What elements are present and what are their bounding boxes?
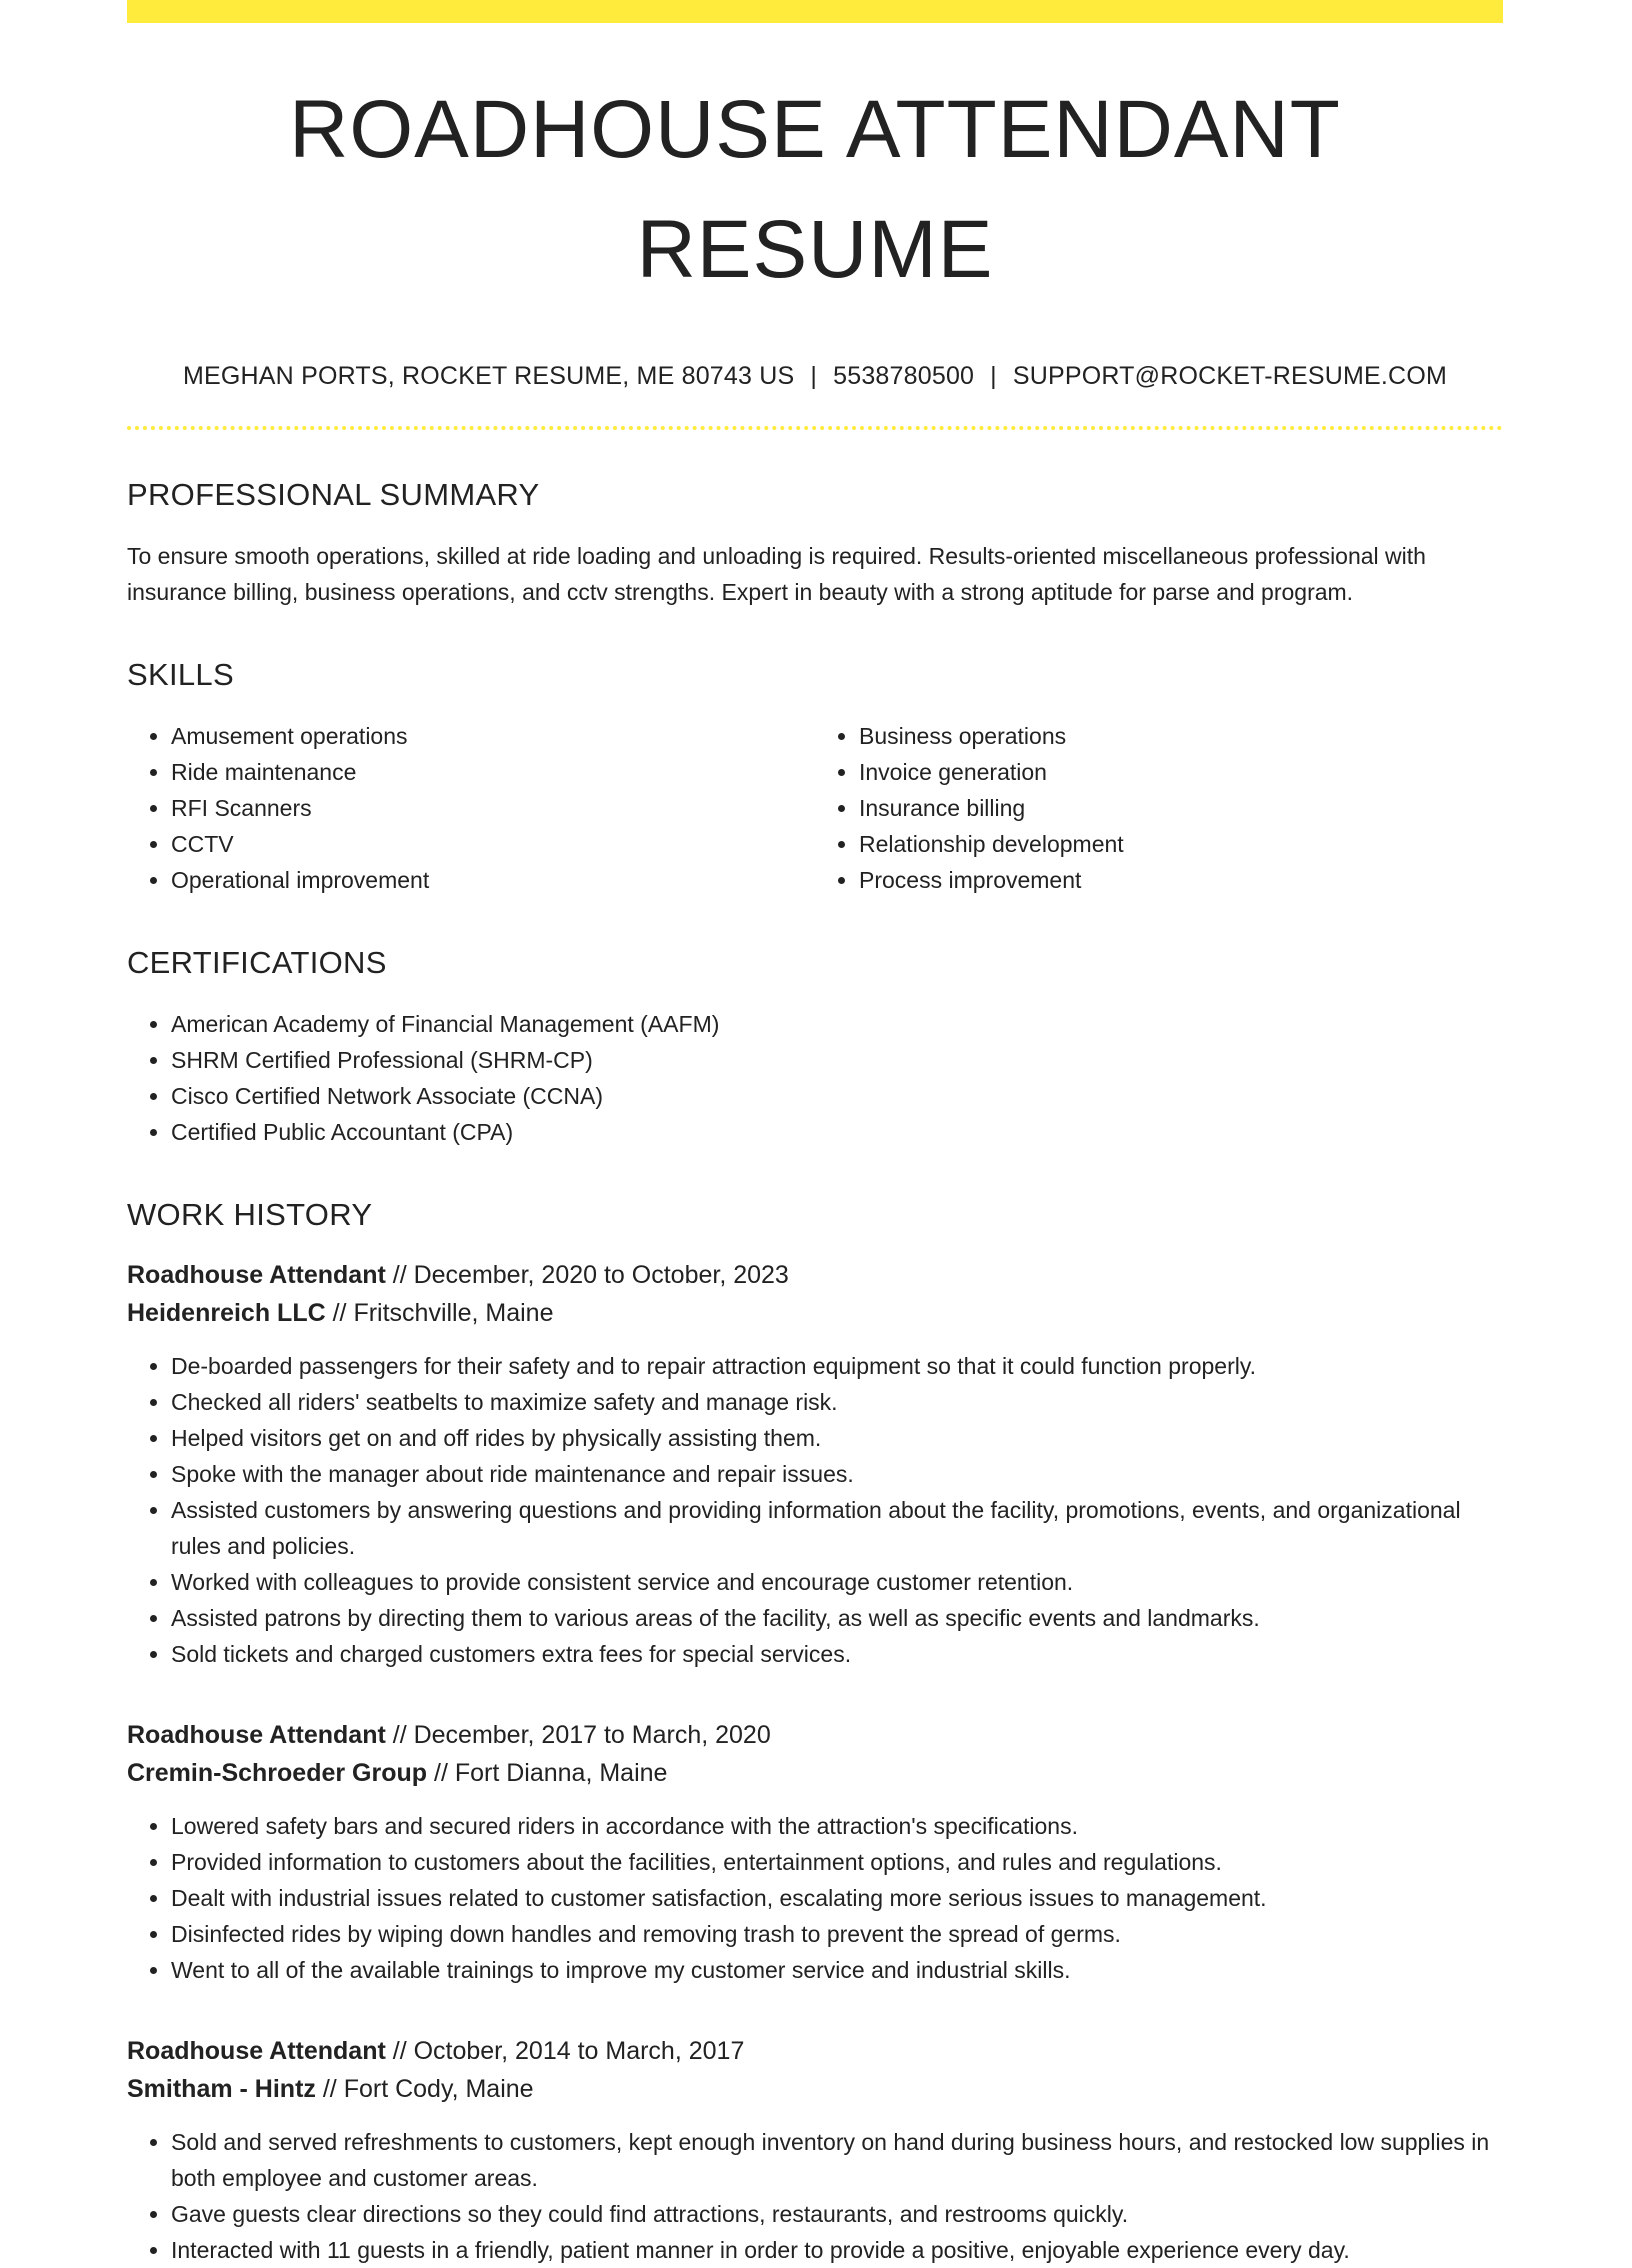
job-title: Roadhouse Attendant <box>127 1721 386 1749</box>
job-duty: • Provided information to customers about the facilities, entertainment options, and rules and regulations. <box>171 1844 1503 1880</box>
skill-item: • Amusement operations <box>171 718 815 754</box>
contact-email: SUPPORT@ROCKET-RESUME.COM <box>1012 362 1447 390</box>
job-duties-list <box>127 1348 1503 1672</box>
job-duties-list <box>127 1808 1503 1988</box>
job-title: Roadhouse Attendant <box>127 2037 386 2065</box>
job-location: // Fort Dianna, Maine <box>427 1759 668 1787</box>
job-company-line <box>127 1754 1503 1792</box>
skill-item: • RFI Scanners <box>171 790 815 826</box>
skill-item: • Insurance billing <box>859 790 1503 826</box>
skills-list-left <box>127 718 815 898</box>
contact-phone: 5538780500 <box>833 362 975 390</box>
skill-item: • Invoice generation <box>859 754 1503 790</box>
job-location: // Fritschville, Maine <box>325 1299 554 1327</box>
skill-item: • Ride maintenance <box>171 754 815 790</box>
job-duty: • Lowered safety bars and secured riders in accordance with the attraction's specifications. <box>171 1808 1503 1844</box>
job-title-line <box>127 1256 1503 1294</box>
job-company-line <box>127 2070 1503 2108</box>
job-company: Heidenreich LLC <box>127 1299 326 1327</box>
resume-content <box>127 70 1503 2268</box>
job-title-line <box>127 2032 1503 2070</box>
job-company: Smitham - Hintz <box>127 2075 316 2103</box>
skill-item: • Relationship development <box>859 826 1503 862</box>
job-duty: • Spoke with the manager about ride maintenance and repair issues. <box>171 1456 1503 1492</box>
job-location: // Fort Cody, Maine <box>315 2075 534 2103</box>
resume-title: ROADHOUSE ATTENDANT RESUME <box>289 84 1341 295</box>
job-duty: • Went to all of the available trainings to improve my customer service and industrial skills. <box>171 1952 1503 1988</box>
dotted-divider <box>127 426 1503 430</box>
job-dates: // October, 2014 to March, 2017 <box>385 2037 745 2065</box>
job-entry <box>127 1256 1503 1672</box>
job-company: Cremin-Schroeder Group <box>127 1759 428 1787</box>
job-dates: // December, 2017 to March, 2020 <box>385 1721 771 1749</box>
summary-text: To ensure smooth operations, skilled at ride loading and unloading is required. Results-oriented miscellaneous professional with insurance billing, business operations, and cctv strengths. Expert in beauty with a strong aptitude for parse and program. <box>127 543 1426 605</box>
job-duty: • Gave guests clear directions so they could find attractions, restaurants, and restrooms quickly. <box>171 2196 1503 2232</box>
job-duty: • Dealt with industrial issues related to customer satisfaction, escalating more serious issues to management. <box>171 1880 1503 1916</box>
job-title-line <box>127 1716 1503 1754</box>
skill-item: • Process improvement <box>859 862 1503 898</box>
certification-item: • Cisco Certified Network Associate (CCNA) <box>171 1078 1503 1114</box>
certifications-list <box>127 1006 1503 1150</box>
job-duty: • Worked with colleagues to provide consistent service and encourage customer retention. <box>171 1564 1503 1600</box>
job-duty: • Helped visitors get on and off rides by physically assisting them. <box>171 1420 1503 1456</box>
job-entry <box>127 1716 1503 1988</box>
job-duty: • Sold tickets and charged customers extra fees for special services. <box>171 1636 1503 1672</box>
certification-item: • SHRM Certified Professional (SHRM-CP) <box>171 1042 1503 1078</box>
skills-list-right <box>815 718 1503 898</box>
job-title: Roadhouse Attendant <box>127 1261 386 1289</box>
job-duty: • Assisted customers by answering questions and providing information about the facility, promotions, events, and organizational rules and policies. <box>171 1492 1503 1564</box>
certifications-heading: CERTIFICATIONS <box>127 945 387 980</box>
skills-columns <box>127 694 1503 898</box>
job-duty: • Interacted with 11 guests in a friendly, patient manner in order to provide a positive, enjoyable experience every day. <box>171 2232 1503 2268</box>
contact-address: MEGHAN PORTS, ROCKET RESUME, ME 80743 US <box>183 362 795 390</box>
skill-item: • Business operations <box>859 718 1503 754</box>
contact-separator: | <box>990 362 997 390</box>
skill-item: • Operational improvement <box>171 862 815 898</box>
contact-line <box>127 360 1503 392</box>
summary-heading: PROFESSIONAL SUMMARY <box>127 477 540 512</box>
skill-item: • CCTV <box>171 826 815 862</box>
contact-separator: | <box>810 362 818 390</box>
job-company-line <box>127 1294 1503 1332</box>
accent-bar <box>127 0 1503 23</box>
certification-item: • Certified Public Accountant (CPA) <box>171 1114 1503 1150</box>
skills-heading: SKILLS <box>127 657 234 692</box>
job-duty: • Disinfected rides by wiping down handles and removing trash to prevent the spread of germs. <box>171 1916 1503 1952</box>
job-entry <box>127 2032 1503 2268</box>
job-duties-list <box>127 2124 1503 2268</box>
work-history-heading: WORK HISTORY <box>127 1197 373 1232</box>
job-duty: • Assisted patrons by directing them to various areas of the facility, as well as specific events and landmarks. <box>171 1600 1503 1636</box>
job-duty: • De-boarded passengers for their safety and to repair attraction equipment so that it could function properly. <box>171 1348 1503 1384</box>
job-duty: • Checked all riders' seatbelts to maximize safety and manage risk. <box>171 1384 1503 1420</box>
job-duty: • Sold and served refreshments to customers, kept enough inventory on hand during business hours, and restocked low supplies in both employee and customer areas. <box>171 2124 1503 2196</box>
job-dates: // December, 2020 to October, 2023 <box>385 1261 789 1289</box>
certification-item: • American Academy of Financial Management (AAFM) <box>171 1006 1503 1042</box>
